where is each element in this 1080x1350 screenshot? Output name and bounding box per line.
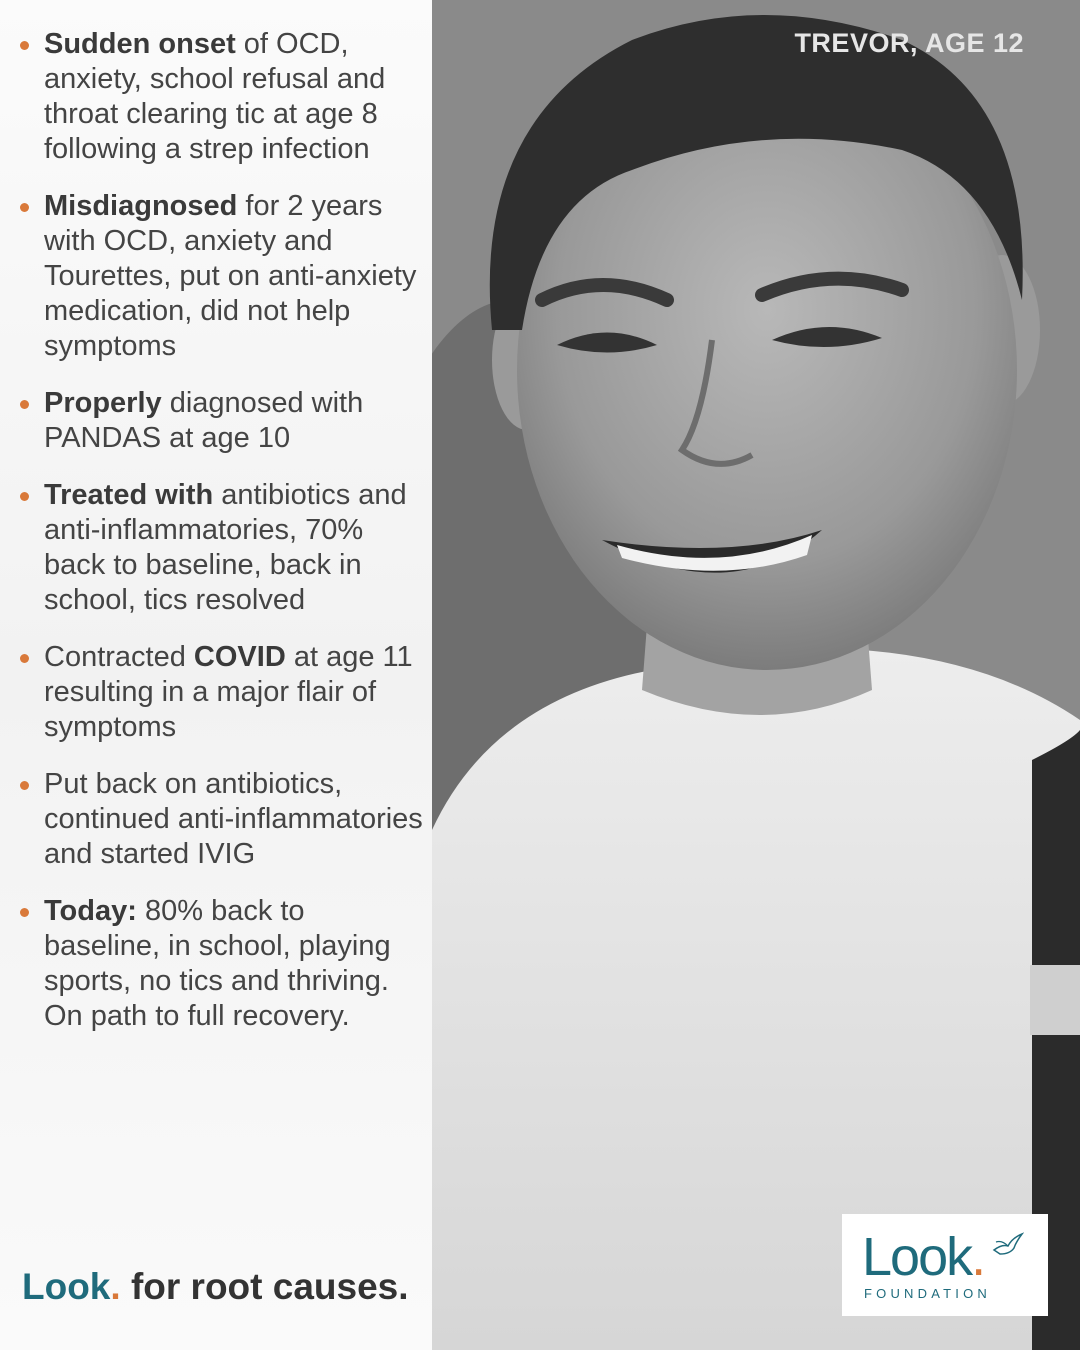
list-item: Misdiagnosed for 2 years with OCD, anxiety and Tourettes, put on anti-anxiety medication, did not help symptoms <box>16 189 424 364</box>
list-item: Today: 80% back to baseline, in school, playing sports, no tics and thriving. On path to full recovery. <box>16 894 424 1034</box>
look-foundation-logo <box>842 1214 1048 1316</box>
hummingbird-icon <box>992 1232 1024 1260</box>
tagline: Look. for root causes. <box>22 1266 409 1307</box>
logo-subtitle: FOUNDATION <box>864 1286 991 1301</box>
bullet-dot-icon <box>20 400 29 409</box>
list-item: Put back on antibiotics, continued anti-inflammatories and started IVIG <box>16 767 424 872</box>
bullet-dot-icon <box>20 203 29 212</box>
list-item: Properly diagnosed with PANDAS at age 10 <box>16 386 424 456</box>
bullet-dot-icon <box>20 492 29 501</box>
list-item: Contracted COVID at age 11 resulting in a major flair of symptoms <box>16 640 424 745</box>
bullet-dot-icon <box>20 908 29 917</box>
bullet-dot-icon <box>20 41 29 50</box>
logo-wordmark: Look. <box>862 1227 985 1287</box>
portrait-illustration <box>432 0 1080 1350</box>
list-item: Sudden onset of OCD, anxiety, school refusal and throat clearing tic at age 8 following a strep infection <box>16 27 424 167</box>
timeline-list <box>16 27 424 1056</box>
portrait-photo <box>432 0 1080 1350</box>
list-item: Treated with antibiotics and anti-inflammatories, 70% back to baseline, back in school, tics resolved <box>16 478 424 618</box>
story-panel <box>0 0 432 1350</box>
photo-caption: TREVOR, AGE 12 <box>794 28 1024 58</box>
bullet-dot-icon <box>20 654 29 663</box>
bullet-dot-icon <box>20 781 29 790</box>
